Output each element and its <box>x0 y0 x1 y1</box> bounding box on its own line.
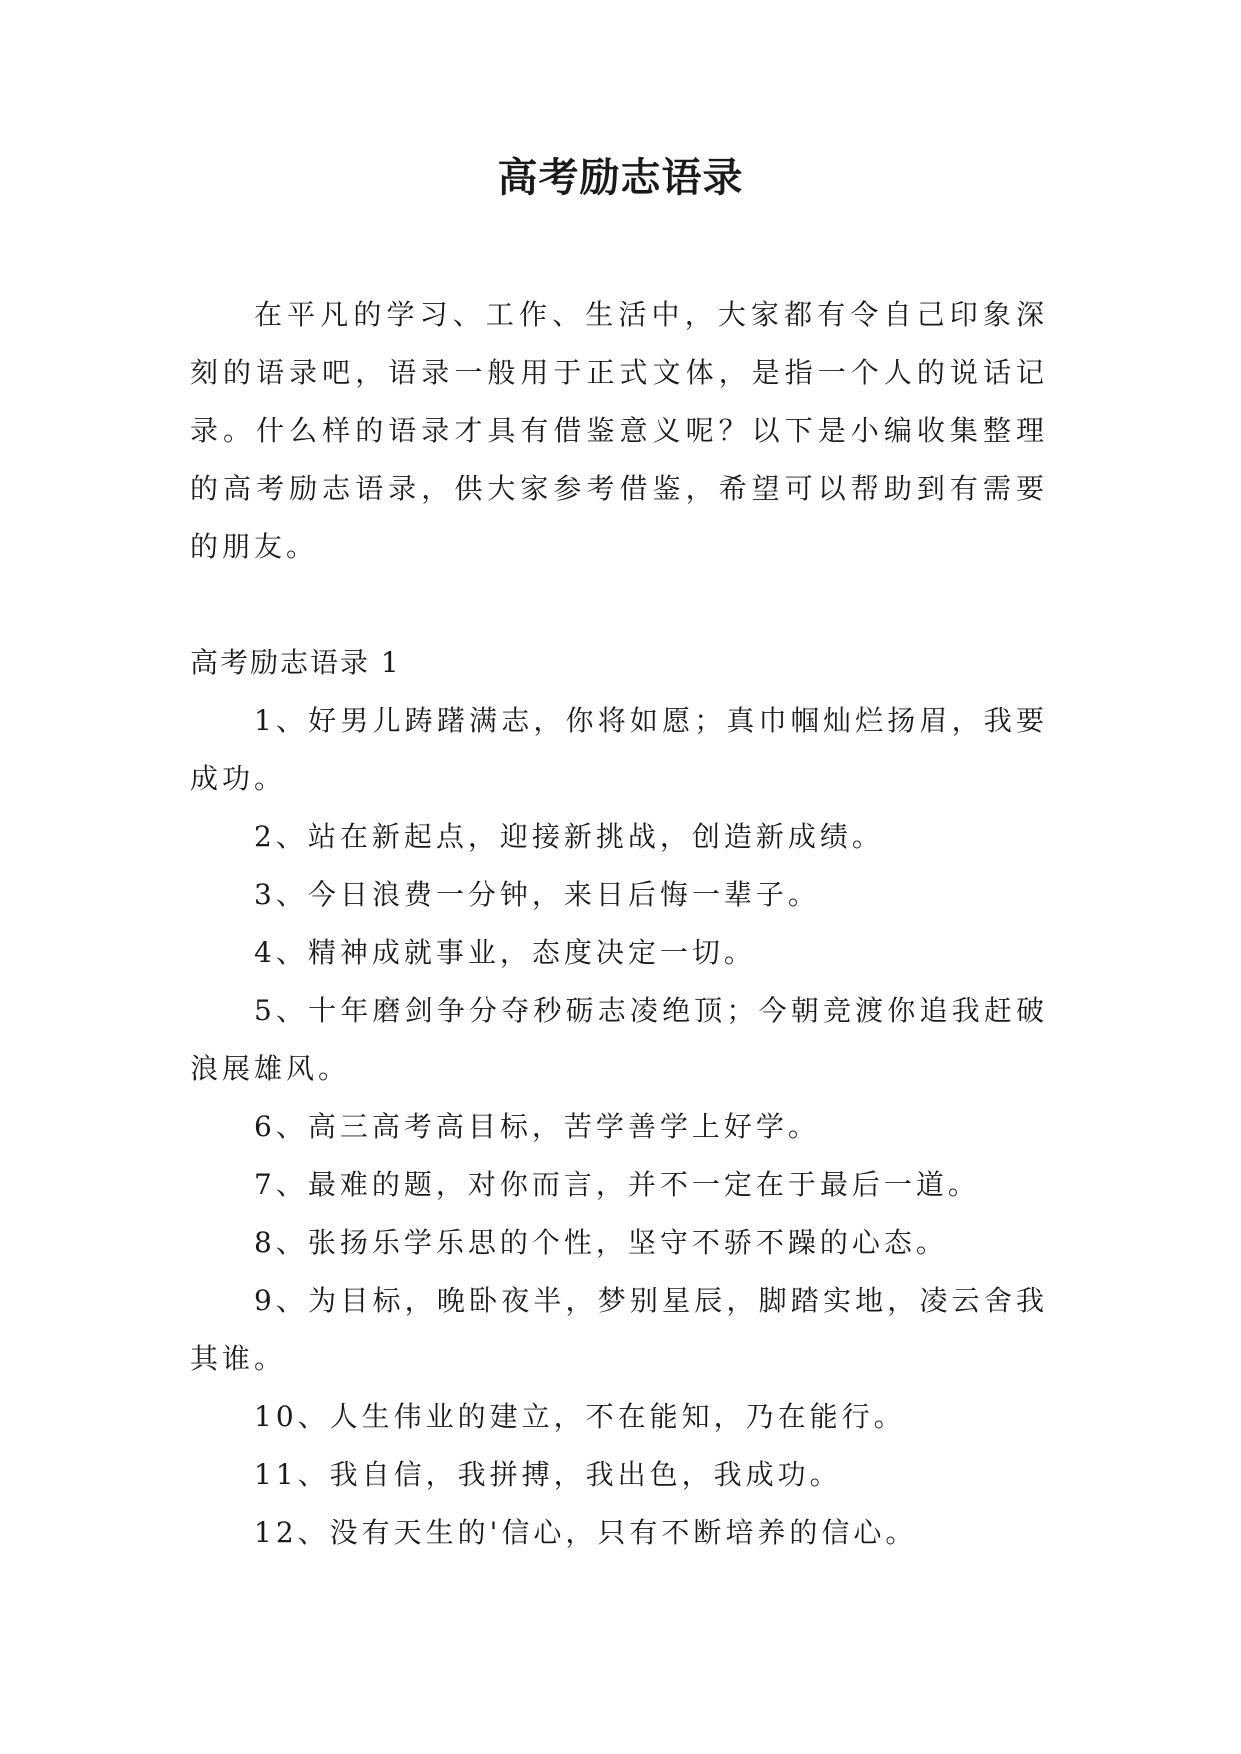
quote-item: 6、高三高考高目标，苦学善学上好学。 <box>254 1110 820 1143</box>
quote-item: 5、十年磨剑争分夺秒砺志凌绝顶；今朝竞渡你追我赶破浪展雄风。 <box>190 994 1048 1085</box>
quote-item: 9、为目标，晚卧夜半，梦别星辰，脚踏实地，凌云舍我其谁。 <box>190 1284 1048 1375</box>
quote-item: 1、好男儿踌躇满志，你将如愿；真巾帼灿烂扬眉，我要成功。 <box>190 704 1048 795</box>
quote-item: 10、人生伟业的建立，不在能知，乃在能行。 <box>254 1400 906 1433</box>
quote-list <box>190 692 1048 1562</box>
quote-item: 8、张扬乐学乐思的个性，坚守不骄不躁的心态。 <box>254 1226 948 1259</box>
document-title: 高考励志语录 <box>497 154 744 201</box>
intro-paragraph: 在平凡的学习、工作、生活中，大家都有令自己印象深刻的语录吧，语录一般用于正式文体，是指一个人的说话记录。什么样的语录才具有借鉴意义呢？以下是小编收集整理的高考励志语录，供大家参考借鉴，希望可以帮助到有需要的朋友。 <box>190 298 1048 563</box>
quote-item: 2、站在新起点，迎接新挑战，创造新成绩。 <box>254 820 884 853</box>
document-body <box>190 286 1048 1562</box>
quote-item: 12、没有天生的'信心，只有不断培养的信心。 <box>254 1516 918 1549</box>
quote-item: 4、精神成就事业，态度决定一切。 <box>254 936 756 969</box>
quote-item: 11、我自信，我拼搏，我出色，我成功。 <box>254 1458 842 1491</box>
quote-item: 7、最难的题，对你而言，并不一定在于最后一道。 <box>254 1168 980 1201</box>
section-heading: 高考励志语录 1 <box>190 646 401 679</box>
quote-item: 3、今日浪费一分钟，来日后悔一辈子。 <box>254 878 820 911</box>
